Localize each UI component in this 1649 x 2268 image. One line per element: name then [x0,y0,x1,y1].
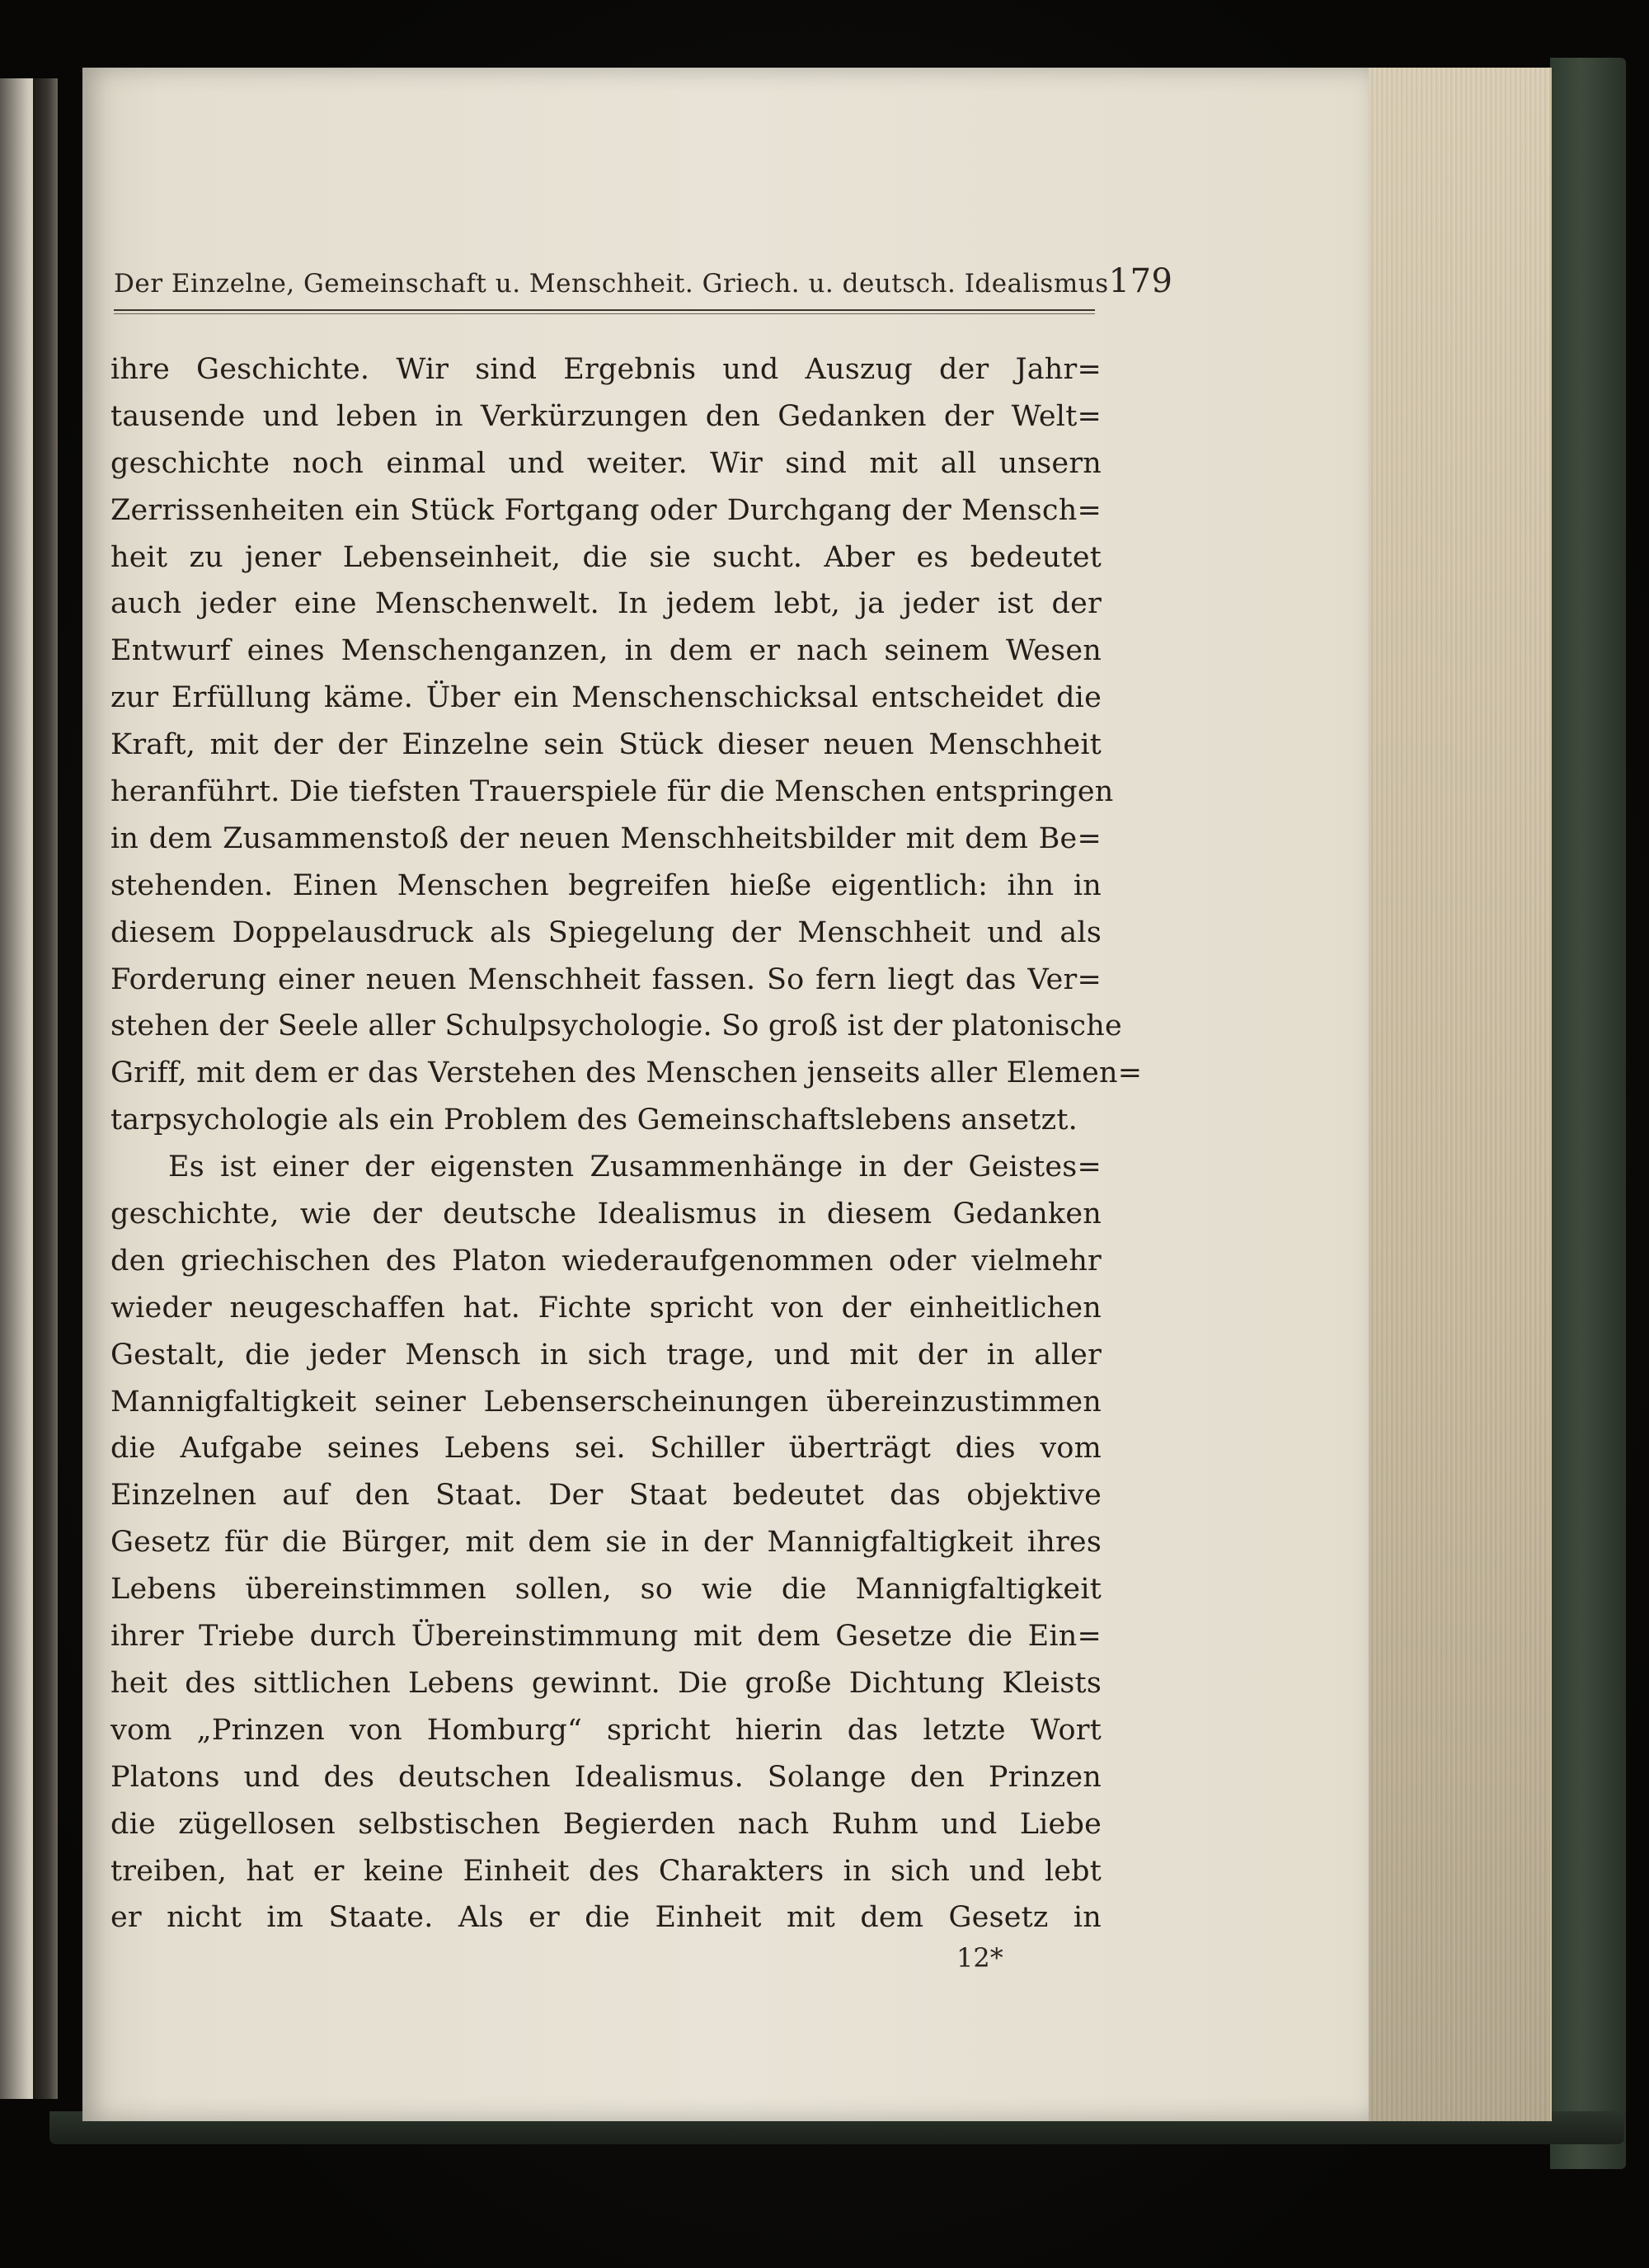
text-line: diesem Doppelausdruck als Spiegelung der Menschheit und als [110,915,1102,949]
text-line: Einzelnen auf den Staat. Der Staat bedeutet das objektive [110,1479,1102,1513]
text-line: geschichte noch einmal und weiter. Wir sind mit all unsern [110,446,1102,480]
text-line: tarpsychologie als ein Problem des Gemeinschaftslebens ansetzt. [110,1103,1078,1137]
text-line: heranführt. Die tiefsten Trauerspiele für die Menschen entspringen [110,775,1114,809]
text-line: ihrer Triebe durch Übereinstimmung mit dem Gesetze die Ein= [110,1620,1102,1654]
text-line: den griechischen des Platon wiederaufgenommen oder vielmehr [110,1244,1102,1278]
signature-mark: 12* [956,1942,1003,1974]
text-line: heit zu jener Lebenseinheit, die sie sucht. Aber es bedeutet [110,540,1102,574]
text-line: Zerrissenheiten ein Stück Fortgang oder Durchgang der Mensch= [110,493,1102,527]
text-line: Kraft, mit der der Einzelne sein Stück dieser neuen Menschheit [110,728,1102,762]
text-line: Gestalt, die jeder Mensch in sich trage, und mit der in aller [110,1338,1102,1372]
text-line: ihre Geschichte. Wir sind Ergebnis und Auszug der Jahr= [110,353,1102,386]
book-gutter [33,78,58,2099]
header-rule [114,309,1095,311]
text-line: Griff, mit dem er das Verstehen des Menschen jenseits aller Elemen= [110,1056,1143,1090]
text-line: geschichte, wie der deutsche Idealismus in diesem Gedanken [110,1198,1102,1231]
text-line: zur Erfüllung käme. Über ein Menschenschicksal entscheidet die [110,681,1102,715]
header-rule-thin [114,313,1095,314]
text-line: Gesetz für die Bürger, mit dem sie in der Mannigfaltigkeit ihres [110,1526,1102,1560]
page-stack-shade [1352,68,1550,2121]
text-line: die zügellosen selbstischen Begierden nach Ruhm und Liebe [110,1807,1102,1841]
text-line: in dem Zusammenstoß der neuen Menschheitsbilder mit dem Be= [110,821,1102,855]
page-number: 179 [1108,262,1173,300]
running-header [114,262,1173,305]
book-cover-edge [1550,58,1626,2169]
text-line: stehen der Seele aller Schulpsychologie. So groß ist der platonische [110,1009,1122,1043]
text-line: Entwurf eines Menschenganzen, in dem er nach seinem Wesen [110,634,1102,668]
running-title: Der Einzelne, Gemeinschaft u. Menschheit. Griech. u. deutsch. Idealismus [114,269,1109,299]
text-line: vom „Prinzen von Homburg“ spricht hierin das letzte Wort [110,1713,1102,1747]
text-line: heit des sittlichen Lebens gewinnt. Die große Dichtung Kleists [110,1666,1102,1700]
text-line: Platons und des deutschen Idealismus. Solange den Prinzen [110,1760,1102,1794]
text-line: stehenden. Einen Menschen begreifen hieße eigentlich: ihn in [110,868,1102,902]
text-line: tausende und leben in Verkürzungen den Gedanken der Welt= [110,399,1102,433]
text-line: Forderung einer neuen Menschheit fassen. So fern liegt das Ver= [110,962,1102,996]
text-line: treiben, hat er keine Einheit des Charakters in sich und lebt [110,1854,1102,1888]
text-line: wieder neugeschaffen hat. Fichte spricht von der einheitlichen [110,1291,1102,1325]
text-line: die Aufgabe seines Lebens sei. Schiller überträgt dies vom [110,1432,1102,1466]
text-line: auch jeder eine Menschenwelt. In jedem lebt, ja jeder ist der [110,587,1102,621]
text-line: er nicht im Staate. Als er die Einheit mit dem Gesetz in [110,1901,1102,1935]
text-line: Mannigfaltigkeit seiner Lebenserscheinungen übereinzustimmen [110,1385,1102,1419]
body-text [110,346,1143,1941]
text-line: Lebens übereinstimmen sollen, so wie die Mannigfaltigkeit [110,1573,1102,1607]
paragraph-start-line: Es ist einer der eigensten Zusammenhänge in der Geistes= [168,1150,1102,1184]
